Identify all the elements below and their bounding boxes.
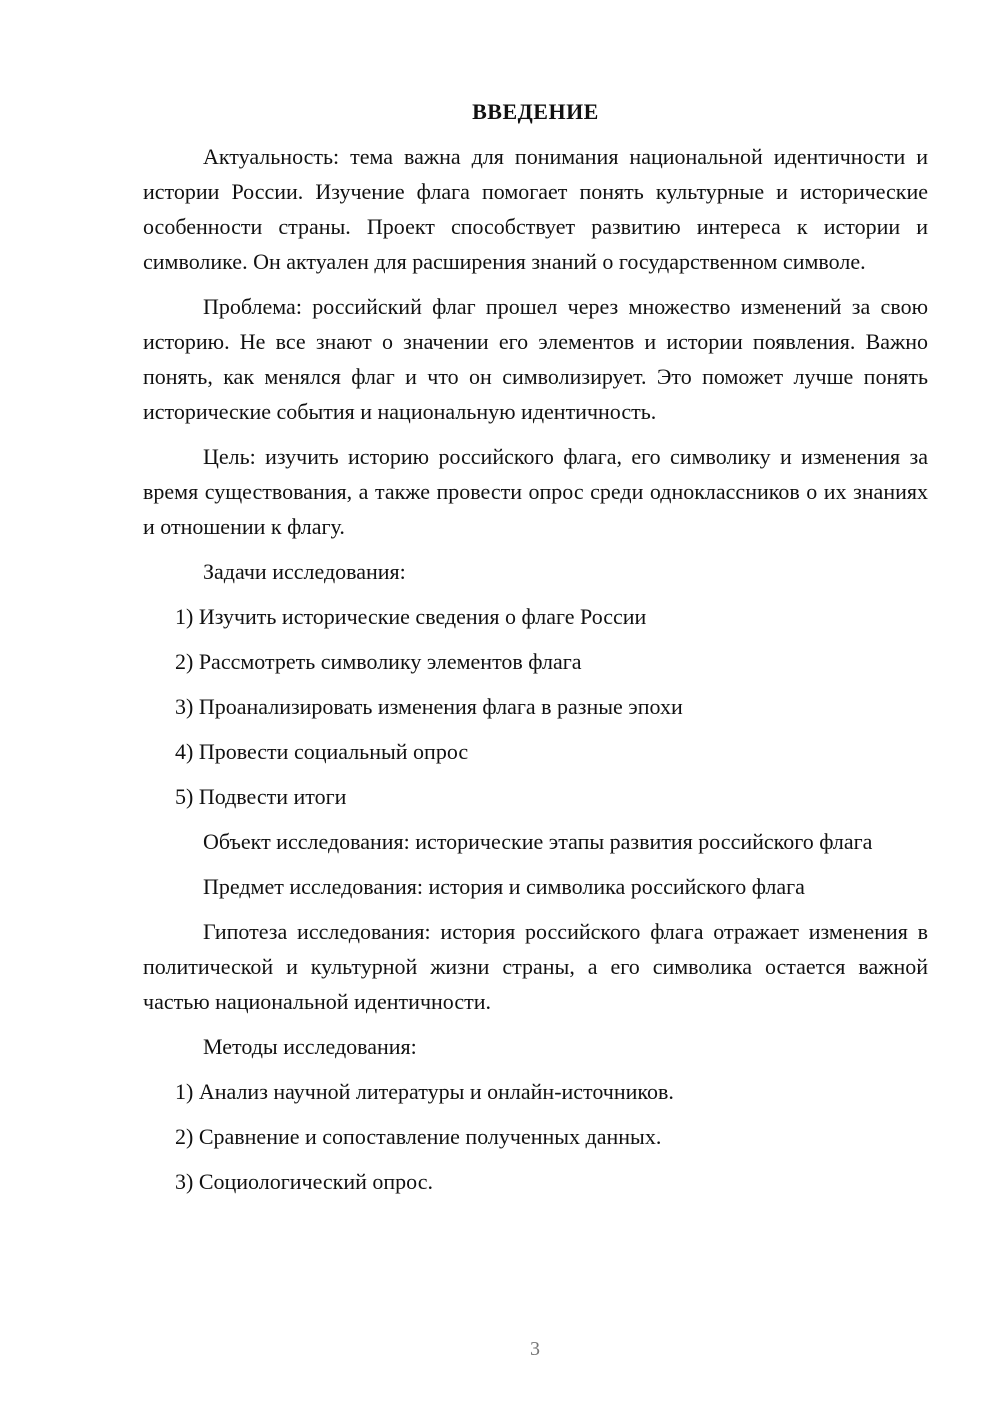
task-item: 5) Подвести итоги bbox=[175, 784, 347, 809]
task-item: 3) Проанализировать изменения флага в разные эпохи bbox=[175, 694, 683, 719]
tasks-heading: Задачи исследования: bbox=[203, 559, 406, 584]
research-hypothesis-paragraph: Гипотеза исследования: история российского флага отражает изменения в политической и культурной жизни страны, а его символика остается важной частью национальной идентичности. bbox=[143, 919, 928, 1014]
task-item: 1) Изучить исторические сведения о флаге России bbox=[175, 604, 647, 629]
method-item: 3) Социологический опрос. bbox=[175, 1169, 433, 1194]
methods-heading: Методы исследования: bbox=[203, 1034, 417, 1059]
page-content bbox=[143, 94, 928, 1209]
task-item: 4) Провести социальный опрос bbox=[175, 739, 469, 764]
goal-paragraph: Цель: изучить историю российского флага, его символику и изменения за время существования, а также провести опрос среди одноклассников о их знаниях и отношении к флагу. bbox=[143, 444, 928, 539]
method-item: 2) Сравнение и сопоставление полученных данных. bbox=[175, 1124, 662, 1149]
relevance-paragraph: Актуальность: тема важна для понимания национальной идентичности и истории России. Изучение флага помогает понять культурные и исторические особенности страны. Проект способствует развитию интереса к истории и символике. Он актуален для расширения знаний о государственном символе. bbox=[143, 144, 928, 274]
task-item: 2) Рассмотреть символику элементов флага bbox=[175, 649, 582, 674]
research-object-paragraph: Объект исследования: исторические этапы развития российского флага bbox=[203, 829, 873, 854]
page-title: ВВЕДЕНИЕ bbox=[472, 99, 599, 124]
method-item: 1) Анализ научной литературы и онлайн-источников. bbox=[175, 1079, 674, 1104]
problem-paragraph: Проблема: российский флаг прошел через множество изменений за свою историю. Не все знают о значении его элементов и истории появления. Важно понять, как менялся флаг и что он символизирует. Это поможет лучше понять исторические события и национальную идентичность. bbox=[143, 294, 928, 424]
research-subject-paragraph: Предмет исследования: история и символика российского флага bbox=[203, 874, 805, 899]
page-number: 3 bbox=[530, 1338, 540, 1360]
